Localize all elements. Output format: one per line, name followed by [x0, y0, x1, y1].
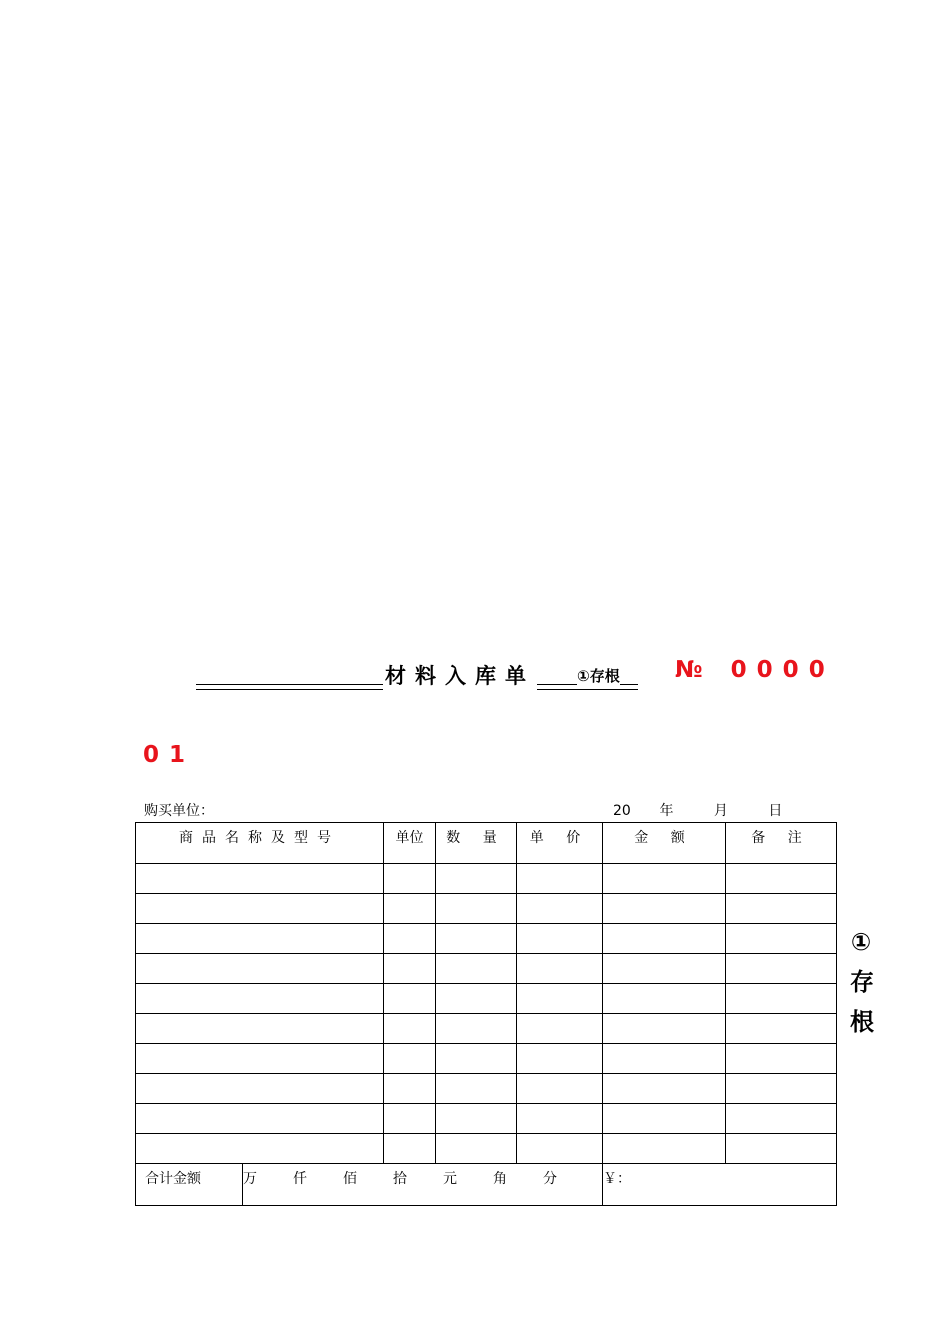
total-row: [136, 1164, 837, 1206]
cell-remark[interactable]: [726, 1104, 837, 1134]
table-row: [136, 894, 837, 924]
cell-remark[interactable]: [726, 1014, 837, 1044]
cell-amount[interactable]: [603, 1104, 726, 1134]
side-label-gen: 根: [850, 1008, 874, 1036]
cell-amount[interactable]: [603, 924, 726, 954]
cell-unit[interactable]: [384, 954, 436, 984]
cell-amount[interactable]: [603, 984, 726, 1014]
header-quantity: 数 量: [436, 823, 517, 864]
header-unit-price: 单 价: [517, 823, 603, 864]
cell-remark[interactable]: [726, 924, 837, 954]
cell-amount[interactable]: [603, 894, 726, 924]
cell-quantity[interactable]: [436, 924, 517, 954]
unit-jiao: 角: [493, 1171, 507, 1187]
cell-unit[interactable]: [384, 864, 436, 894]
table-row: [136, 864, 837, 894]
cell-quantity[interactable]: [436, 1014, 517, 1044]
cell-amount[interactable]: [603, 864, 726, 894]
cell-unit-price[interactable]: [517, 954, 603, 984]
cell-unit[interactable]: [384, 1104, 436, 1134]
cell-quantity[interactable]: [436, 1104, 517, 1134]
cell-quantity[interactable]: [436, 1044, 517, 1074]
date-field: [613, 800, 782, 820]
cell-unit[interactable]: [384, 1074, 436, 1104]
table-row: [136, 924, 837, 954]
header-remark: 备 注: [726, 823, 837, 864]
cell-unit[interactable]: [384, 1134, 436, 1164]
cell-remark[interactable]: [726, 1044, 837, 1074]
cell-product[interactable]: [136, 894, 384, 924]
serial-number-part1: № 0000: [675, 657, 835, 683]
cell-product[interactable]: [136, 1014, 384, 1044]
cell-quantity[interactable]: [436, 864, 517, 894]
cell-amount[interactable]: [603, 954, 726, 984]
cell-unit[interactable]: [384, 1044, 436, 1074]
cell-remark[interactable]: [726, 1134, 837, 1164]
cell-unit-price[interactable]: [517, 984, 603, 1014]
cell-remark[interactable]: [726, 984, 837, 1014]
amount-units: [243, 1164, 603, 1206]
unit-yuan: 元: [443, 1171, 457, 1187]
cell-unit[interactable]: [384, 1014, 436, 1044]
side-label-cun: 存: [850, 968, 874, 996]
side-copy-label: [850, 922, 872, 1042]
cell-amount[interactable]: [603, 1044, 726, 1074]
date-month-label: 月: [713, 803, 728, 819]
table-row: [136, 1134, 837, 1164]
cell-quantity[interactable]: [436, 954, 517, 984]
date-day-label: 日: [768, 803, 783, 819]
cell-unit-price[interactable]: [517, 1134, 603, 1164]
cell-unit-price[interactable]: [517, 1074, 603, 1104]
unit-fen: 分: [543, 1171, 557, 1187]
table-row: [136, 1014, 837, 1044]
cell-quantity[interactable]: [436, 1074, 517, 1104]
cell-quantity[interactable]: [436, 894, 517, 924]
cell-unit[interactable]: [384, 924, 436, 954]
cell-unit-price[interactable]: [517, 1104, 603, 1134]
buyer-label: 购买单位：: [144, 803, 214, 819]
cell-quantity[interactable]: [436, 1134, 517, 1164]
cell-product[interactable]: [136, 924, 384, 954]
form-title: 材料入库单: [383, 660, 537, 690]
table-row: [136, 984, 837, 1014]
header-unit: 单位: [384, 823, 436, 864]
cell-remark[interactable]: [726, 894, 837, 924]
unit-qian: 仟: [293, 1171, 307, 1187]
unit-bai: 佰: [343, 1171, 357, 1187]
header-row: [136, 823, 837, 864]
cell-remark[interactable]: [726, 1074, 837, 1104]
date-year-prefix: 20: [613, 803, 631, 819]
cell-remark[interactable]: [726, 864, 837, 894]
table-row: [136, 1074, 837, 1104]
unit-wan: 万: [243, 1171, 257, 1187]
unit-shi: 拾: [393, 1171, 407, 1187]
cell-unit-price[interactable]: [517, 894, 603, 924]
cell-amount[interactable]: [603, 1074, 726, 1104]
cell-product[interactable]: [136, 864, 384, 894]
cell-unit-price[interactable]: [517, 1044, 603, 1074]
table-row: [136, 1044, 837, 1074]
cell-quantity[interactable]: [436, 984, 517, 1014]
total-label: 合计金额: [136, 1164, 243, 1206]
cell-product[interactable]: [136, 1074, 384, 1104]
cell-unit-price[interactable]: [517, 1014, 603, 1044]
yen-field: ￥：: [603, 1164, 837, 1206]
table-row: [136, 954, 837, 984]
copy-label: ①存根: [577, 667, 620, 685]
cell-amount[interactable]: [603, 1014, 726, 1044]
cell-remark[interactable]: [726, 954, 837, 984]
cell-unit[interactable]: [384, 894, 436, 924]
cell-product[interactable]: [136, 1044, 384, 1074]
date-year-label: 年: [659, 803, 674, 819]
side-label-circle-1: ①: [850, 928, 872, 956]
cell-unit-price[interactable]: [517, 924, 603, 954]
header-product: 商品名称及型号: [136, 823, 384, 864]
cell-product[interactable]: [136, 954, 384, 984]
cell-amount[interactable]: [603, 1134, 726, 1164]
cell-unit[interactable]: [384, 984, 436, 1014]
cell-product[interactable]: [136, 1104, 384, 1134]
cell-product[interactable]: [136, 984, 384, 1014]
serial-number-part2: 01: [143, 742, 196, 768]
table-row: [136, 1104, 837, 1134]
cell-unit-price[interactable]: [517, 864, 603, 894]
cell-product[interactable]: [136, 1134, 384, 1164]
items-table: [135, 822, 837, 1206]
header-amount: 金 额: [603, 823, 726, 864]
